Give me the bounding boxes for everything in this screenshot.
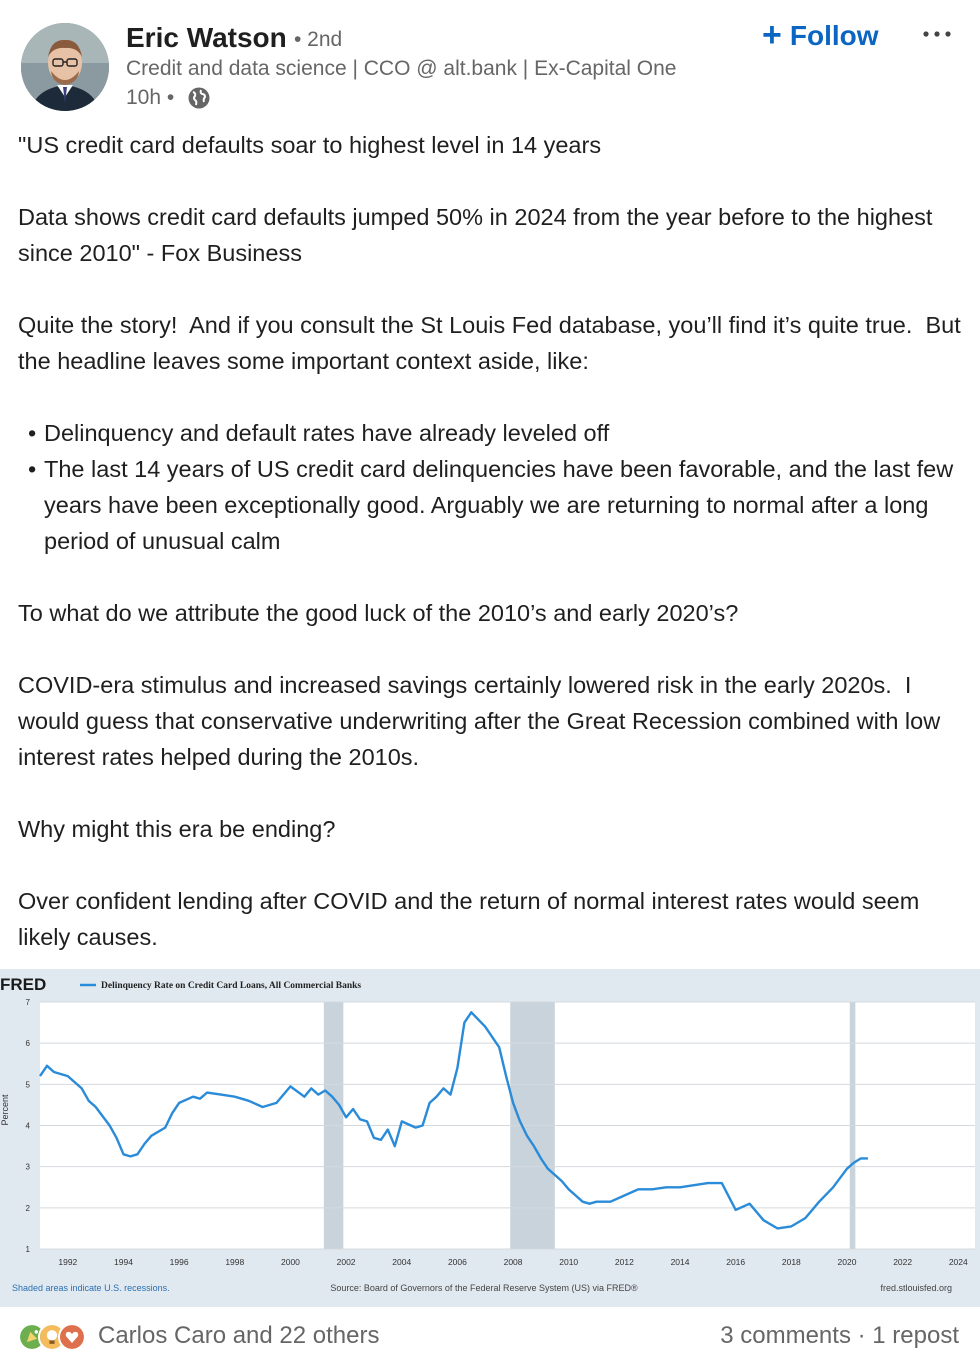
y-tick-labels [26,998,31,1254]
y-tick-label: 6 [25,1039,30,1049]
post-paragraph: To what do we attribute the good luck of the 2010’s and early 2020’s? [18,600,739,626]
x-tick-label: 2022 [893,1257,913,1267]
author-headline: Credit and data science | CCO @ alt.bank | Ex-Capital One [126,57,677,80]
post-paragraph [18,775,963,811]
social-counts-bar [0,1308,980,1366]
bullet-item [18,451,963,559]
x-tick-label: 2000 [280,1257,300,1267]
chart-source: Source: Board of Governors of the Federal Reserve System (US) via FRED® [330,1283,638,1293]
engagement-stats [720,1322,959,1350]
x-tick-label: 2002 [336,1257,356,1267]
post-paragraph: COVID-era stimulus and increased savings certainly lowered risk in the early 2020s. I would guess that conservative underwriting after the Great Recession combined with low interest rates helped during the 2010s. [18,672,947,770]
post-paragraph: "US credit card defaults soar to highest level in 14 years [18,132,602,158]
chart-footer-left: Shaded areas indicate U.S. recessions. [12,1283,170,1293]
reposts-count[interactable]: 1 repost [872,1322,959,1349]
y-tick-label: 3 [25,1162,30,1172]
x-tick-label: 2008 [503,1257,523,1267]
x-tick-label: 1992 [58,1257,78,1267]
y-tick-label: 7 [25,998,30,1007]
bullet-item [18,415,963,451]
post-paragraph [18,631,963,667]
bullet-dot-icon: • [28,456,37,482]
post-paragraph [18,847,963,883]
stats-separator: · [850,1322,873,1349]
x-tick-label: 1994 [114,1257,133,1267]
x-tick-label: 2006 [447,1257,467,1267]
follow-label: Follow [789,20,879,51]
fred-chart [0,969,980,1307]
globe-icon [187,86,211,110]
author-avatar[interactable] [21,23,109,111]
fred-logo: FRED [0,975,47,994]
x-tick-label: 1996 [169,1257,189,1267]
x-tick-label: 2016 [726,1257,746,1267]
post-paragraph: Over confident lending after COVID and the return of normal interest rates would seem likely causes. [18,888,926,950]
plus-icon: + [762,15,782,54]
avatar-image [21,23,109,111]
y-tick-label: 1 [25,1245,30,1254]
post-paragraph [18,271,963,307]
chart-footer-right: fred.stlouisfed.org [880,1283,952,1293]
follow-button[interactable] [762,16,879,56]
x-tick-label: 2024 [948,1257,968,1267]
reaction-icons[interactable] [18,1322,92,1352]
author-name[interactable]: Eric Watson [126,22,287,53]
y-tick-label: 5 [25,1080,30,1090]
post-text [18,127,968,955]
x-tick-labels [58,1257,968,1267]
y-tick-label: 4 [25,1121,30,1131]
love-icon [58,1323,86,1351]
y-axis-label: Percent [0,1094,10,1126]
bullet-dot-icon: • [28,420,37,446]
reactions-count[interactable]: Carlos Caro and 22 others [98,1322,380,1349]
x-tick-label: 1998 [225,1257,245,1267]
more-options-icon[interactable] [918,18,958,50]
x-tick-label: 2014 [670,1257,690,1267]
post-paragraph [18,163,963,199]
connection-degree: • 2nd [294,28,343,51]
chart-image[interactable] [0,969,980,1307]
x-tick-label: 2010 [559,1257,579,1267]
post-header [0,0,980,120]
post-timestamp: 10h • [126,86,175,109]
x-tick-label: 2020 [837,1257,857,1267]
x-tick-label: 2012 [614,1257,634,1267]
bullet-text: Delinquency and default rates have already leveled off [44,420,610,446]
y-tick-label: 2 [25,1203,30,1213]
x-tick-label: 2004 [392,1257,412,1267]
post-paragraph: Quite the story! And if you consult the St Louis Fed database, you’ll find it’s quite true. But the headline leaves some important context aside, like: [18,312,968,374]
x-tick-label: 2018 [781,1257,801,1267]
comments-count[interactable]: 3 comments [720,1322,851,1349]
post-paragraph: Data shows credit card defaults jumped 50% in 2024 from the year before to the highest since 2010" - Fox Business [18,204,939,266]
chart-title: Delinquency Rate on Credit Card Loans, All Commercial Banks [101,981,362,991]
post-paragraph [18,379,963,415]
post-paragraph: Why might this era be ending? [18,816,336,842]
bullet-text: The last 14 years of US credit card delinquencies have been favorable, and the last few years have been exceptionally good. Arguably we are returning to normal after a long period of unusual calm [44,456,954,554]
post-paragraph [18,559,963,595]
